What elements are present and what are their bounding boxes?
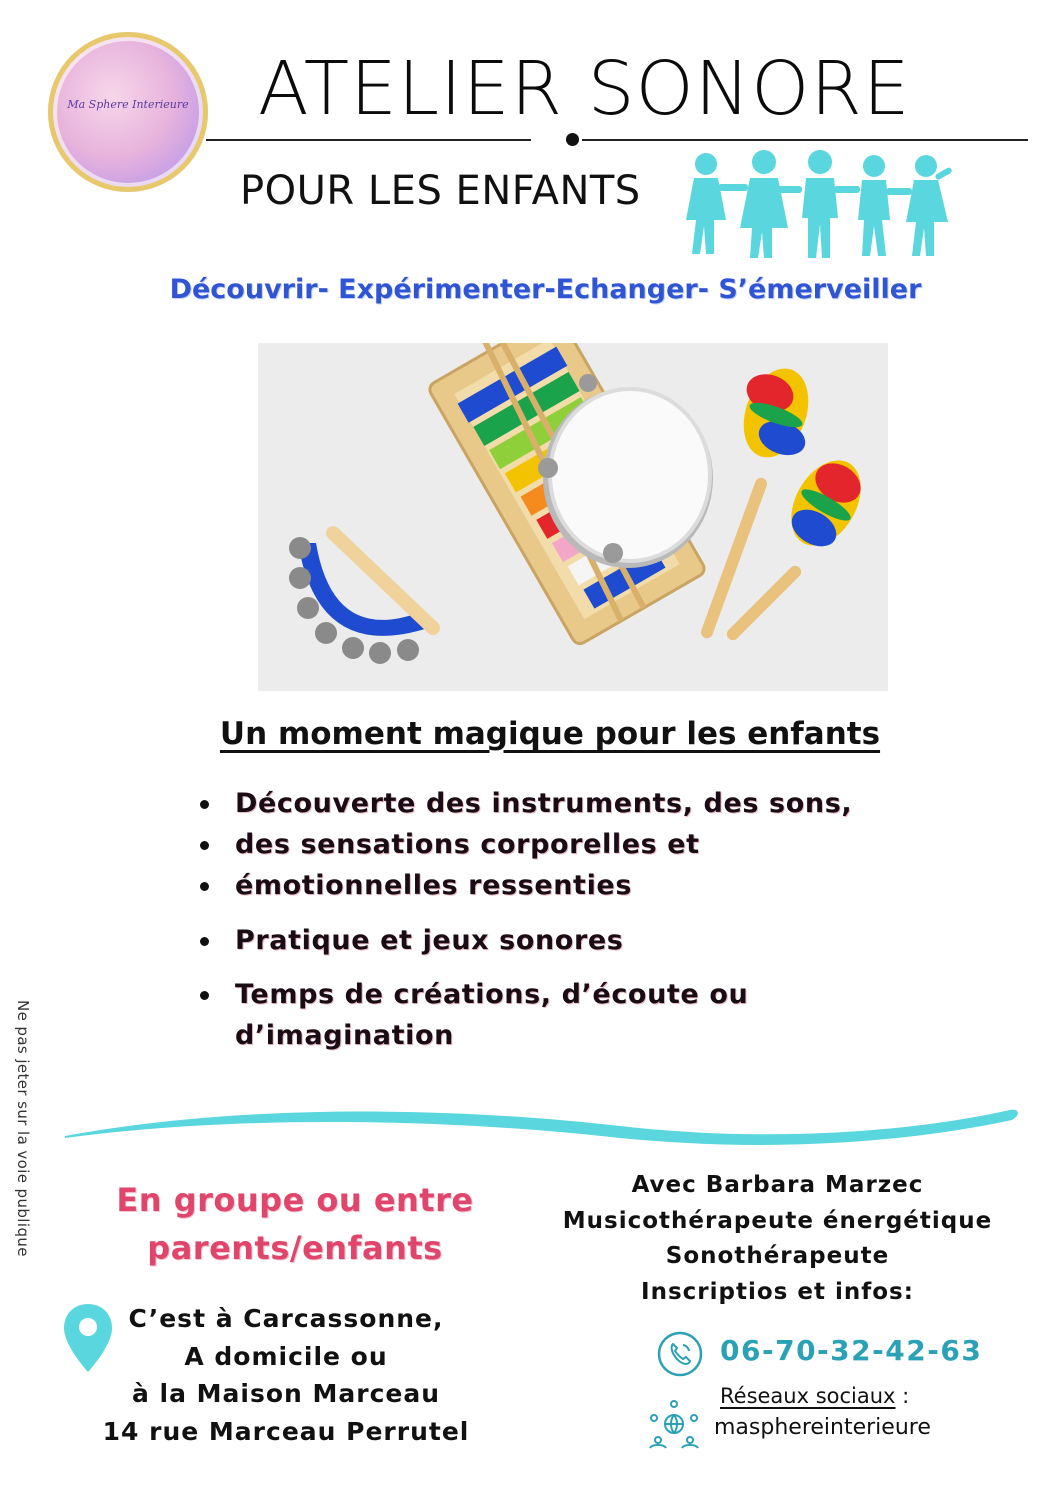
social-network-icon [646, 1398, 702, 1450]
presenter-line: Musicothérapeute énergétique [562, 1207, 993, 1234]
bullet-item [200, 870, 632, 901]
page-title: ATELIER SONORE [258, 46, 911, 132]
presenter-line: Avec Barbara Marzec [631, 1172, 924, 1198]
presenter-line: Sonothérapeute [665, 1243, 890, 1269]
bullet-dot [200, 800, 209, 809]
address-line: C’est à Carcassonne, [128, 1304, 444, 1333]
logo-text: Ma Sphere Interieure [67, 98, 189, 111]
group-line: parents/enfants [147, 1229, 443, 1267]
title-divider-dot [566, 133, 579, 146]
presenter-line: Inscriptios et infos: [641, 1278, 914, 1305]
social-networks-label [720, 1384, 909, 1408]
section-heading: Un moment magique pour les enfants [219, 716, 881, 752]
bullet-item [200, 979, 748, 1010]
side-note [0, 1000, 40, 1300]
bullet-dot [200, 991, 209, 1000]
bullet-item [200, 829, 700, 860]
children-silhouettes-illustration [680, 150, 955, 262]
bullet-dot [200, 841, 209, 850]
side-note-text: Ne pas jeter sur la voie publique [14, 1000, 32, 1257]
instruments-photo [258, 343, 888, 691]
bullet-text: Découverte des instruments, des sons, [235, 788, 853, 819]
bullet-text: émotionnelles ressenties [235, 870, 633, 901]
logo [48, 32, 208, 192]
bullet-continuation: d’imagination [235, 1020, 454, 1051]
social-label-text: Réseaux sociaux [720, 1384, 896, 1408]
page-subtitle: POUR LES ENFANTS [240, 168, 641, 214]
decorative-wave [60, 1100, 1020, 1150]
address-line: 14 rue Marceau Perrutel [102, 1416, 470, 1446]
tagline: Découvrir- Expérimenter-Echanger- S’émerveiller [169, 274, 922, 305]
presenter-info [540, 1168, 1015, 1310]
address-line: à la Maison Marceau [131, 1379, 441, 1408]
phone-icon [656, 1330, 704, 1378]
title-divider-left [206, 139, 531, 141]
bullet-text: Pratique et jeux sonores [235, 925, 624, 956]
address-line: A domicile ou [184, 1341, 388, 1371]
bullet-text: des sensations corporelles et [235, 829, 700, 860]
phone-number[interactable]: 06-70-32-42-63 [720, 1334, 983, 1367]
bullet-item [200, 925, 623, 956]
address [86, 1300, 486, 1450]
social-handle[interactable]: masphereinterieure [714, 1415, 931, 1440]
bullet-item [200, 788, 852, 819]
bullet-text: Temps de créations, d’écoute ou [235, 979, 749, 1010]
group-info [90, 1176, 500, 1272]
title-divider-right [582, 139, 1028, 141]
social-label-suffix: : [895, 1384, 910, 1408]
bullet-dot [200, 882, 209, 891]
group-line: En groupe ou entre [116, 1181, 474, 1219]
bullet-dot [200, 937, 209, 946]
